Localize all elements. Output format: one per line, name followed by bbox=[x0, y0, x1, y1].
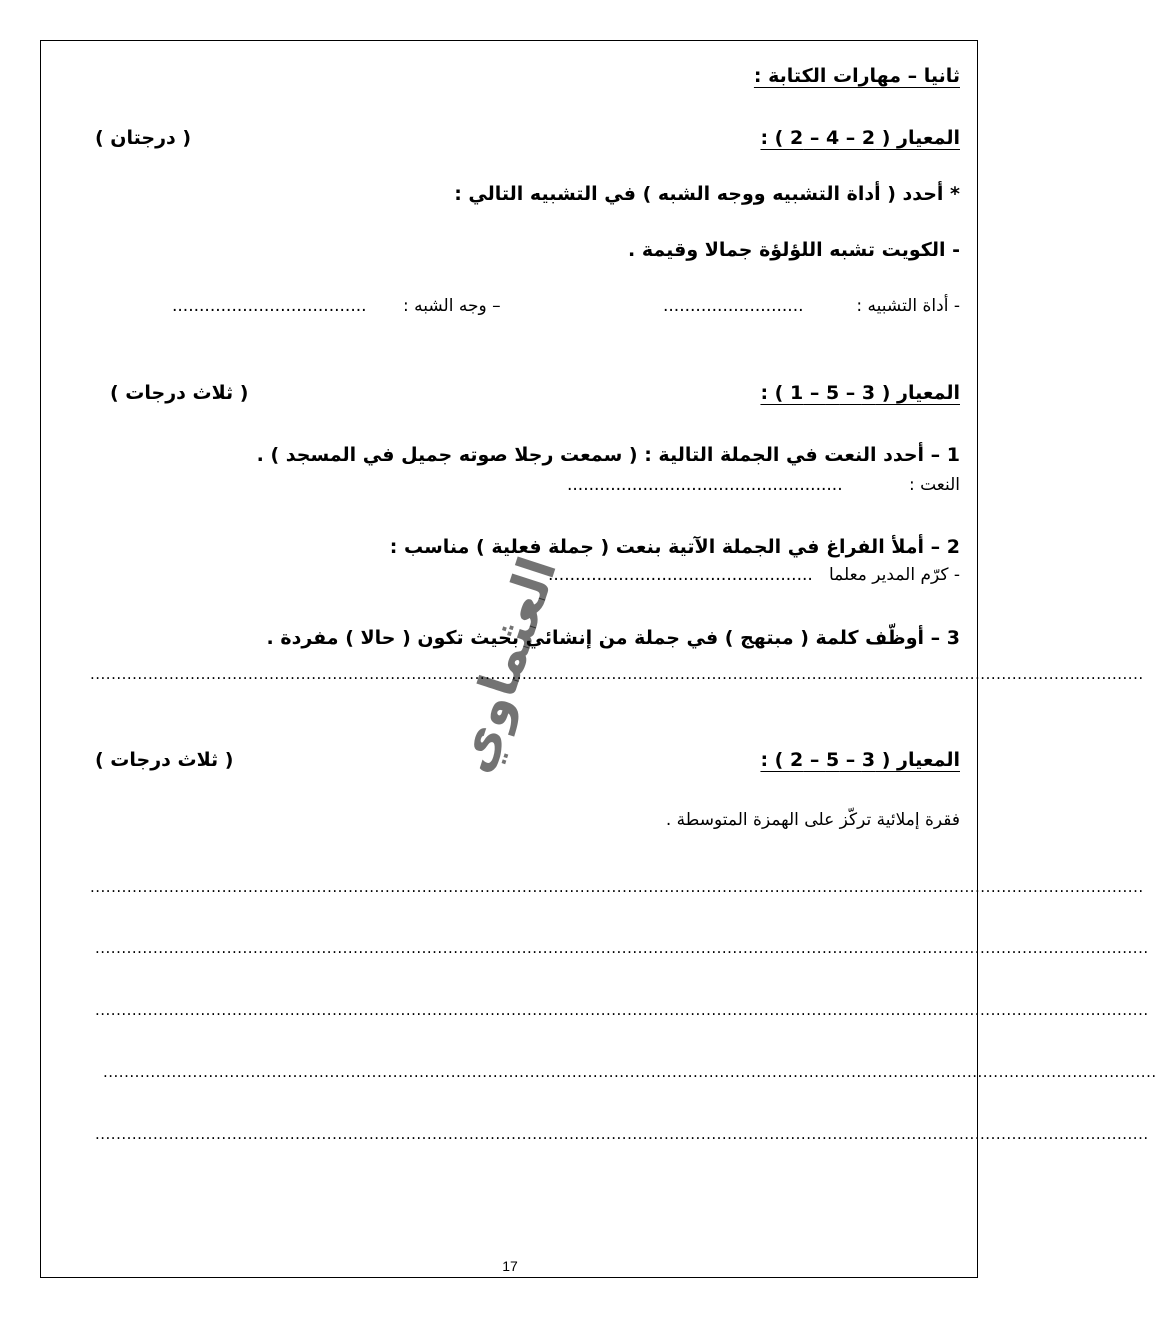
question-2-answer-blank[interactable]: ................................................. bbox=[548, 565, 813, 585]
criterion-1-sentence: - الكويت تشبه اللؤلؤة جمالا وقيمة . bbox=[628, 239, 960, 261]
criterion-3-instruction: فقرة إملائية تركّز على الهمزة المتوسطة . bbox=[665, 810, 960, 830]
criterion-2-grade: ( ثلاث درجات ) bbox=[110, 382, 249, 404]
similarity-label: – وجه الشبه : bbox=[403, 296, 501, 316]
similarity-answer-blank[interactable]: .................................... bbox=[172, 296, 367, 316]
criterion-2-label: المعيار ( 3 – 5 – 1 ) : bbox=[760, 382, 960, 404]
tool-label: - أداة التشبيه : bbox=[856, 296, 960, 316]
section-title: ثانيا – مهارات الكتابة : bbox=[753, 65, 960, 87]
adjective-label: النعت : bbox=[908, 475, 960, 495]
dictation-line[interactable]: ........................................................................................................................................................................................................ bbox=[103, 1063, 1157, 1081]
dictation-line[interactable]: ........................................................................................................................................................................................................ bbox=[95, 939, 1149, 957]
criterion-3-grade: ( ثلاث درجات ) bbox=[95, 749, 234, 771]
question-2-sentence: - كرّم المدير معلما bbox=[828, 565, 960, 585]
watermark-text: العثماوي bbox=[443, 550, 570, 780]
criterion-1-instruction: * أحدد ( أداة التشبيه ووجه الشبه ) في التشبيه التالي : bbox=[454, 183, 960, 205]
question-3-answer-line[interactable]: ........................................................................................................................................................................................................ bbox=[90, 665, 1144, 683]
dictation-line[interactable]: ........................................................................................................................................................................................................ bbox=[90, 878, 1144, 896]
question-1: 1 – أحدد النعت في الجملة التالية : ( سمعت رجلا صوته جميل في المسجد ) . bbox=[256, 444, 960, 466]
dictation-line[interactable]: ........................................................................................................................................................................................................ bbox=[95, 1125, 1149, 1143]
dictation-line[interactable]: ........................................................................................................................................................................................................ bbox=[95, 1001, 1149, 1019]
criterion-1-grade: ( درجتان ) bbox=[95, 127, 192, 149]
criterion-1-label: المعيار ( 2 – 4 – 2 ) : bbox=[760, 127, 960, 149]
question-3: 3 – أوظّف كلمة ( مبتهج ) في جملة من إنشائي بحيث تكون ( حالا ) مفردة . bbox=[266, 627, 960, 649]
page-number: 17 bbox=[502, 1258, 518, 1274]
tool-answer-blank[interactable]: .......................... bbox=[663, 296, 804, 316]
question-2: 2 – أملأ الفراغ في الجملة الآتية بنعت ( جملة فعلية ) مناسب : bbox=[389, 536, 960, 558]
adjective-answer-blank[interactable]: ................................................... bbox=[567, 475, 843, 495]
criterion-3-label: المعيار ( 3 – 5 – 2 ) : bbox=[760, 749, 960, 771]
